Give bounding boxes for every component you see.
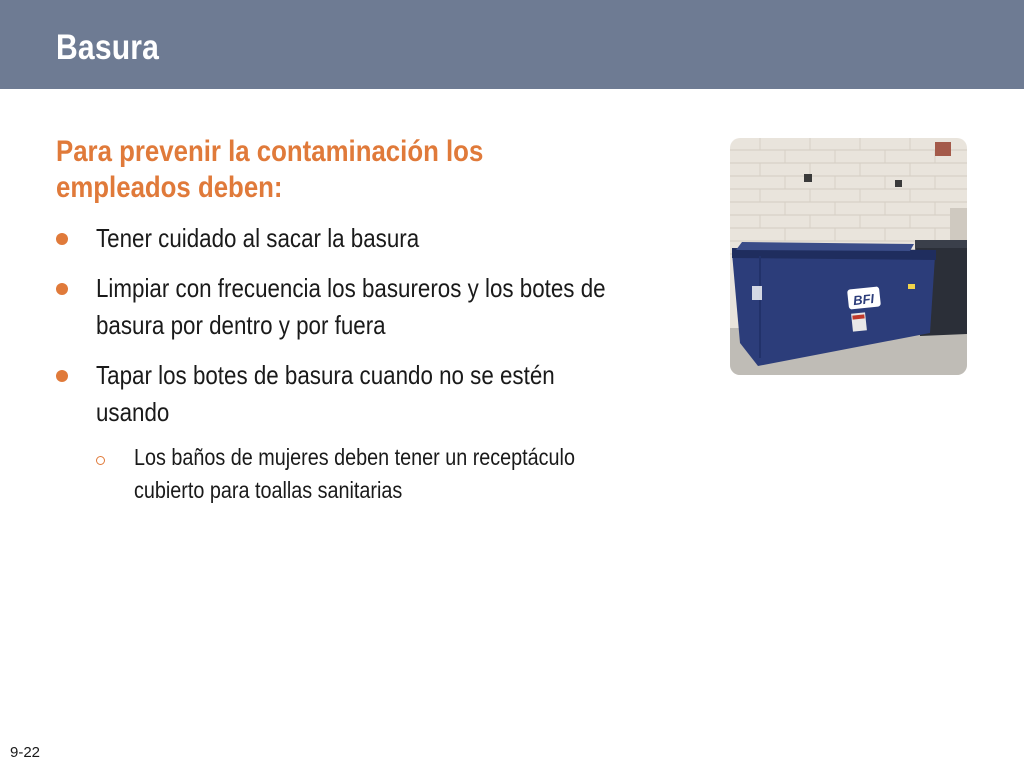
svg-text:BFI: BFI xyxy=(852,290,875,309)
bullet-item xyxy=(56,270,656,344)
slide-title: Basura xyxy=(56,28,160,67)
bullet-text: Tener cuidado al sacar la basura xyxy=(96,223,420,253)
bullet-text: Limpiar con frecuencia los basureros y los botes de basura por dentro y por fuera xyxy=(96,273,606,340)
title-bar xyxy=(0,0,1024,89)
bullet-dot-icon xyxy=(56,270,70,307)
bullet-dot-icon xyxy=(56,220,70,257)
content-heading: Para prevenir la contaminación los empleados deben: xyxy=(56,135,484,204)
sub-bullet-list xyxy=(96,441,656,507)
dumpster-photo xyxy=(730,138,967,375)
bullet-item xyxy=(56,220,656,257)
sub-bullet-item xyxy=(96,441,656,507)
page-number: 9-22 xyxy=(10,744,41,761)
bullet-dot-icon xyxy=(56,357,70,394)
bullet-item xyxy=(56,357,656,507)
bullet-list xyxy=(56,220,656,507)
bullet-text: Tapar los botes de basura cuando no se estén usando xyxy=(96,360,555,427)
slide-content xyxy=(56,134,656,520)
hollow-circle-icon xyxy=(96,441,110,474)
sub-bullet-text: Los baños de mujeres deben tener un receptáculo cubierto para toallas sanitarias xyxy=(134,444,575,503)
